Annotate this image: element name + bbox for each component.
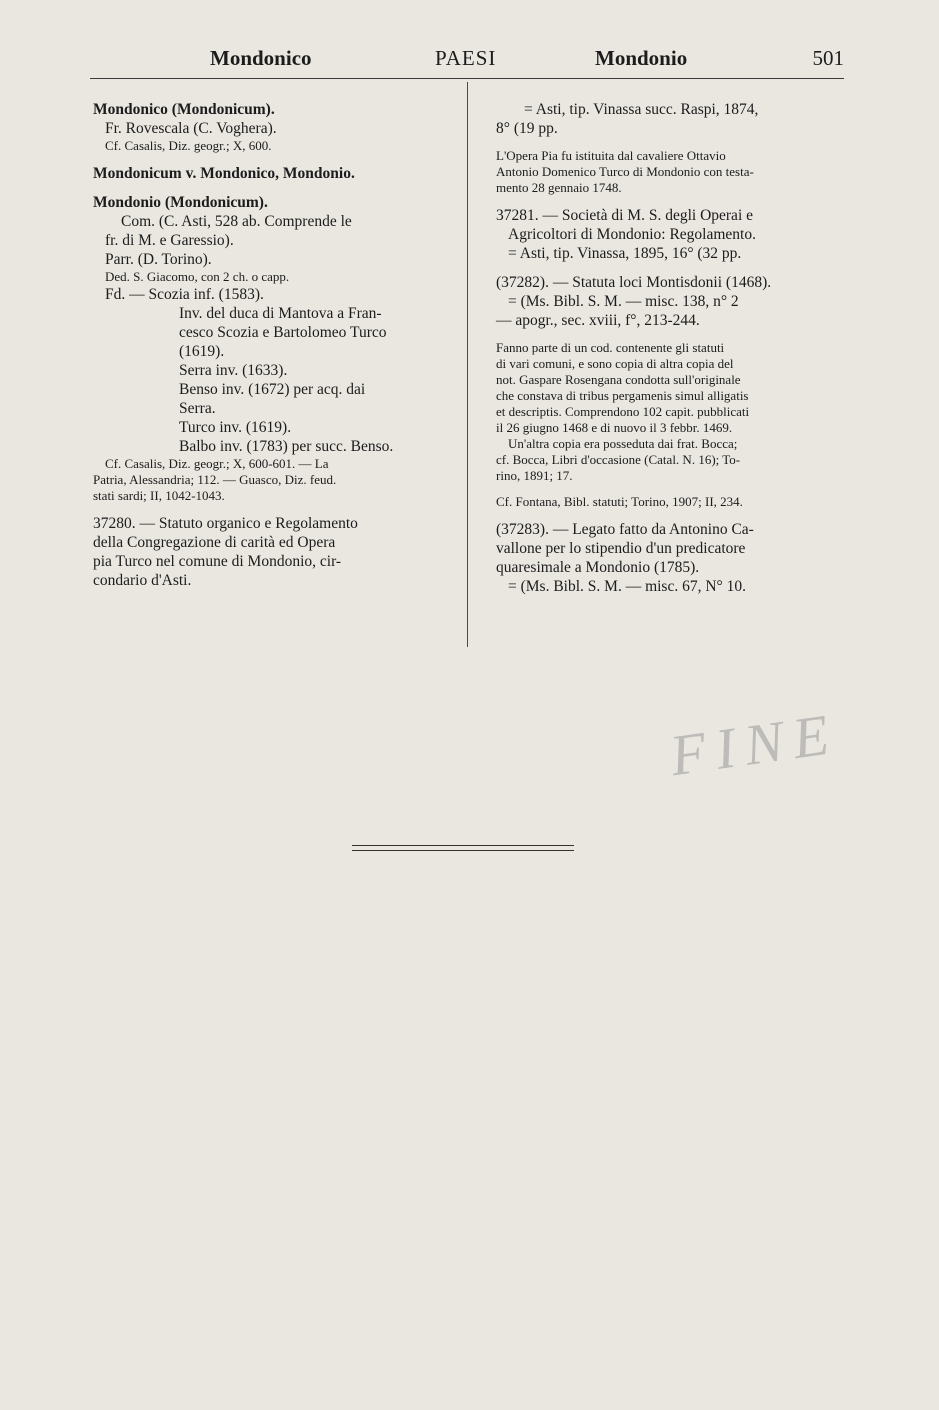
column-divider [467, 82, 468, 647]
entry-line: — apogr., sec. xviii, f°, 213-244. [496, 312, 700, 329]
entry-line: Serra. [179, 400, 216, 417]
entry-line: Parr. (D. Torino). [105, 251, 212, 268]
left-column [93, 100, 455, 600]
entry-line: fr. di M. e Garessio). [105, 232, 234, 249]
page-number: 501 [812, 46, 844, 70]
entry-line: Fanno parte di un cod. contenente gli statuti [496, 340, 725, 355]
entry-line: rino, 1891; 17. [496, 468, 573, 483]
entry-line: della Congregazione di carità ed Opera [93, 534, 336, 551]
handwritten-fine-mark: FINE [666, 700, 843, 789]
entry-line: = Asti, tip. Vinassa succ. Raspi, 1874, [524, 101, 759, 118]
entry-line: Fr. Rovescala (C. Voghera). [105, 120, 277, 137]
right-column [496, 100, 844, 606]
catalog-entry [496, 273, 844, 330]
entry-line: il 26 giugno 1468 e di nuovo il 3 febbr. 1469. [496, 420, 733, 435]
catalog-entry [496, 494, 844, 510]
entry-line: di vari comuni, e sono copia di altra copia del [496, 356, 734, 371]
catalog-entry [93, 514, 455, 590]
entry-line: Turco inv. (1619). [179, 419, 292, 436]
entry-line: (1619). [179, 343, 225, 360]
entry-line: Antonio Domenico Turco di Mondonio con testa- [496, 164, 754, 179]
entry-line: condario d'Asti. [93, 572, 192, 589]
catalog-entry [496, 206, 844, 263]
entry-line: Balbo inv. (1783) per succ. Benso. [179, 438, 394, 455]
entry-line: Com. (C. Asti, 528 ab. Comprende le [121, 213, 352, 230]
header-left-keyword: Mondonico [210, 46, 312, 70]
entry-line: mento 28 gennaio 1748. [496, 180, 622, 195]
catalog-entry [496, 340, 844, 484]
entry-line: (37282). — Statuta loci Montisdonii (1468). [496, 274, 772, 291]
entry-line: che constava di tribus pergamenis simul alligatis [496, 388, 749, 403]
entry-line: Agricoltori di Mondonio: Regolamento. [508, 226, 756, 243]
page-header [90, 42, 844, 79]
entry-line: Inv. del duca di Mantova a Fran- [179, 305, 382, 322]
catalog-entry [93, 164, 455, 183]
catalog-entry [496, 520, 844, 596]
entry-line: Ded. S. Giacomo, con 2 ch. o capp. [105, 269, 290, 284]
entry-line: cesco Scozia e Bartolomeo Turco [179, 324, 387, 341]
header-right-keyword: Mondonio [595, 46, 688, 70]
entry-line: = Asti, tip. Vinassa, 1895, 16° (32 pp. [508, 245, 742, 262]
entry-line: Mondonicum v. Mondonico, Mondonio. [93, 165, 355, 182]
catalog-entry [93, 100, 455, 154]
entry-line: Mondonico (Mondonicum). [93, 101, 275, 118]
entry-line: 37280. — Statuto organico e Regolamento [93, 515, 358, 532]
entry-line: (37283). — Legato fatto da Antonino Ca- [496, 521, 754, 538]
entry-line: Benso inv. (1672) per acq. dai [179, 381, 366, 398]
catalog-entry [496, 148, 844, 196]
entry-line: stati sardi; II, 1042-1043. [93, 488, 225, 503]
entry-line: 8° (19 pp. [496, 120, 558, 137]
entry-line: Fd. — Scozia inf. (1583). [105, 286, 264, 303]
entry-line: Mondonio (Mondonicum). [93, 194, 268, 211]
entry-line: = (Ms. Bibl. S. M. — misc. 138, n° 2 [508, 293, 739, 310]
catalog-entry [93, 193, 455, 504]
entry-line: et descriptis. Comprendono 102 capit. pubblicati [496, 404, 750, 419]
header-section-title: PAESI [435, 46, 497, 70]
entry-line: pia Turco nel comune di Mondonio, cir- [93, 553, 342, 570]
entry-line: = (Ms. Bibl. S. M. — misc. 67, N° 10. [508, 578, 746, 595]
entry-line: Patria, Alessandria; 112. — Guasco, Diz. feud. [93, 472, 337, 487]
entry-line: 37281. — Società di M. S. degli Operai e [496, 207, 753, 224]
entry-line: not. Gaspare Rosengana condotta sull'originale [496, 372, 741, 387]
entry-line: Un'altra copia era posseduta dai frat. Bocca; [508, 436, 738, 451]
entry-line: cf. Bocca, Libri d'occasione (Catal. N. 16); To- [496, 452, 741, 467]
entry-line: Cf. Casalis, Diz. geogr.; X, 600-601. — La [105, 456, 329, 471]
entry-line: Serra inv. (1633). [179, 362, 288, 379]
catalog-entry [496, 100, 844, 138]
entry-line: vallone per lo stipendio d'un predicatore [496, 540, 746, 557]
entry-line: quaresimale a Mondonio (1785). [496, 559, 700, 576]
entry-line: Cf. Fontana, Bibl. statuti; Torino, 1907; II, 234. [496, 494, 743, 509]
end-rule-bottom [352, 850, 574, 851]
entry-line: L'Opera Pia fu istituita dal cavaliere Ottavio [496, 148, 726, 163]
entry-line: Cf. Casalis, Diz. geogr.; X, 600. [105, 138, 272, 153]
end-rule-top [352, 845, 574, 846]
